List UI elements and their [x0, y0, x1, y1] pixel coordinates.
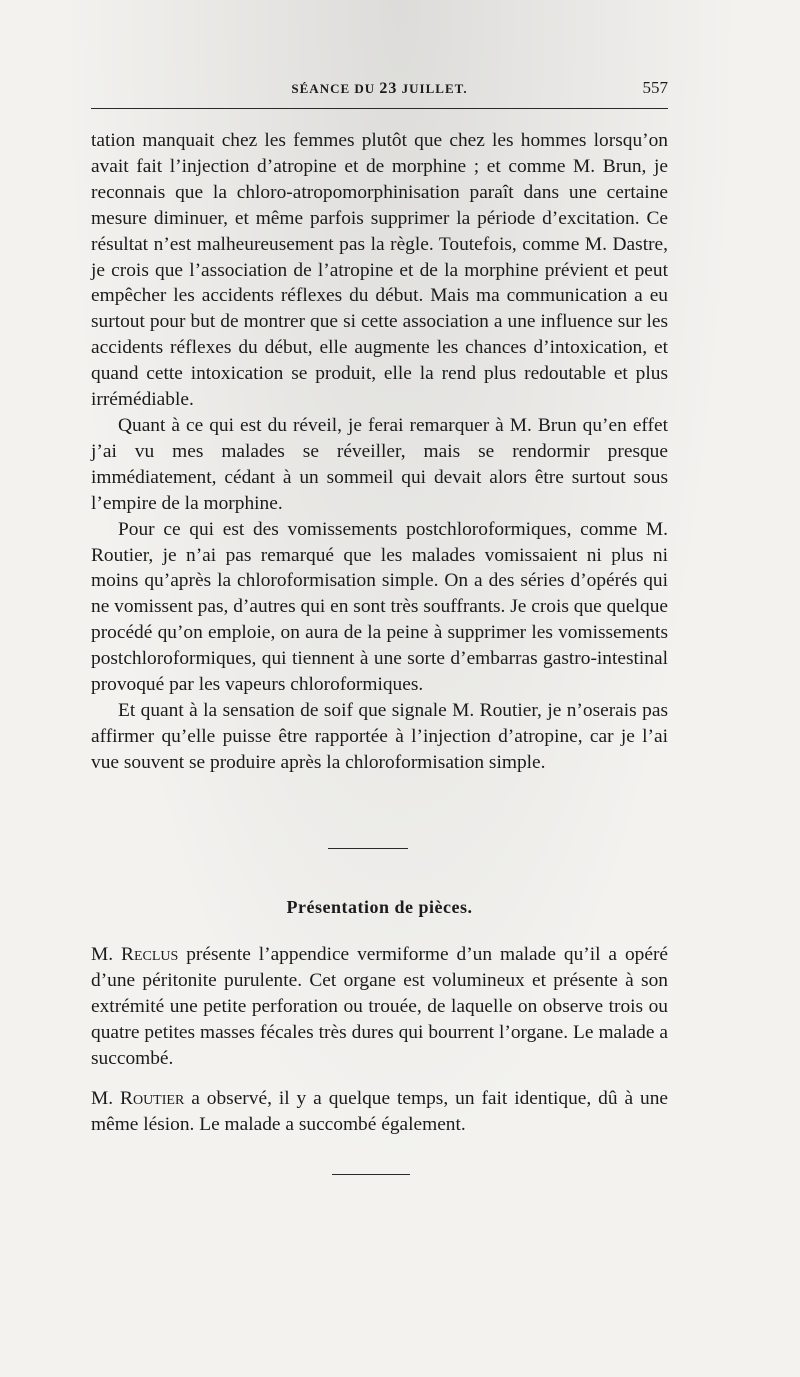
running-head-prefix: SÉANCE DU	[291, 81, 380, 96]
section-paragraph-routier	[91, 1086, 668, 1138]
section-title: Présentation de pièces.	[286, 897, 473, 917]
author-name-routier: Routier	[120, 1088, 185, 1109]
section-p1-prefix: M.	[91, 944, 122, 965]
running-head	[91, 78, 668, 100]
section-paragraph-reclus	[91, 942, 668, 1072]
section-text	[91, 942, 668, 1152]
running-head-date-number: 23	[379, 80, 398, 97]
section-p1-text: présente l’appendice vermiforme d’un malade qu’il a opéré d’une péritonite purulente. Cet organe est volumineux et présente à son extrémité une petite perforation ou trouée, de laquelle on observe trois ou quatre petites masses fécales très dures qui bourrent l’organe. Le malade a succombé.	[91, 944, 669, 1069]
paragraph-1: tation manquait chez les femmes plutôt que chez les hommes lorsqu’on avait fait l’injection d’atropine et de morphine ; et comme M. Brun, je reconnais que la chloro-atropomorphinisation paraît dans une certaine mesure diminuer, et même parfois supprimer la période d’excitation. Ce résultat n’est malheureusement pas la règle. Toutefois, comme M. Dastre, je crois que l’association de l’atropine et de la morphine prévient et peut empêcher les accidents réflexes du début. Mais ma communication a eu surtout pour but de montrer que si cette association a une influence sur les accidents réflexes du début, elle augmente les chances d’intoxication, et quand cette intoxication se produit, elle la rend plus redoutable et plus irrémédiable.	[91, 130, 668, 411]
section-divider-top	[328, 848, 408, 849]
section-divider-bottom	[332, 1174, 410, 1175]
paragraph-4: Et quant à la sensation de soif que signale M. Routier, je n’oserais pas affirmer qu’elle puisse être rapportée à l’injection d’atropine, car je l’ai vue souvent se produire après la chloroformisation simple.	[91, 699, 668, 773]
section-p2-prefix: M.	[91, 1088, 121, 1109]
paragraph-3: Pour ce qui est des vomissements postchloroformiques, comme M. Routier, je n’ai pas remarqué que les malades vomissaient ni plus ni moins qu’après la chloroformisation simple. On a des séries d’opérés qui ne vomissent pas, d’autres qui en sont très souffrants. Je crois que quelque procédé qu’on emploie, on aura de la peine à supprimer les vomissements postchloroformiques, qui tiennent à une sorte d’embarras gastro-intestinal provoqué par les vapeurs chloroformiques.	[91, 518, 668, 696]
running-head-suffix: JUILLET.	[397, 81, 468, 96]
section-p2-text: a observé, il y a quelque temps, un fait identique, dû à une même lésion. Le malade a succombé également.	[91, 1088, 668, 1135]
page-header	[91, 78, 668, 109]
main-text	[91, 128, 668, 776]
paragraph-2: Quant à ce qui est du réveil, je ferai remarquer à M. Brun qu’en effet j’ai vu mes malades se réveiller, mais se rendormir presque immédiatement, cédant à un sommeil qui devait alors être surtout sous l’empire de la morphine.	[91, 414, 668, 514]
author-name-reclus: Reclus	[121, 944, 179, 965]
page-number: 557	[642, 78, 668, 97]
